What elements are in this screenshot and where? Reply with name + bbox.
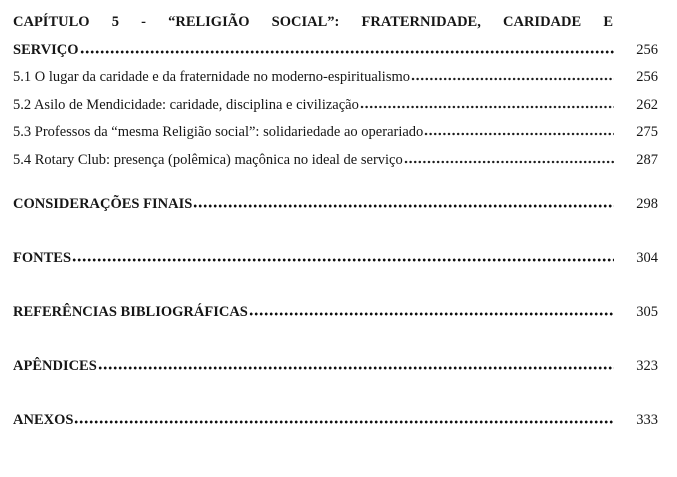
page-number: 256 (636, 41, 658, 58)
dot-leader (193, 204, 614, 208)
dot-leader (80, 50, 614, 54)
dot-leader (98, 366, 614, 370)
page-number: 298 (636, 195, 658, 212)
toc-row-chapter (13, 37, 658, 65)
section-label: FONTES (13, 249, 72, 266)
page-number: 262 (636, 96, 658, 113)
dot-leader (404, 160, 614, 164)
subsection-label: 5.1 O lugar da caridade e da fraternidade no moderno-espiritualismo (13, 69, 410, 85)
section-gap (13, 272, 658, 299)
toc-row-subsection (13, 92, 658, 120)
dot-leader (424, 132, 614, 136)
section-label: CONSIDERAÇÕES FINAIS (13, 195, 193, 212)
toc-row-section (13, 299, 658, 327)
toc-row-section (13, 191, 658, 219)
section-gap (13, 174, 658, 191)
section-label: REFERÊNCIAS BIBLIOGRÁFICAS (13, 303, 248, 320)
toc-row-section (13, 245, 658, 273)
page-number: 305 (636, 303, 658, 320)
subsection-label: 5.2 Asilo de Mendicidade: caridade, disciplina e civilização (13, 96, 359, 113)
page-number: 275 (636, 124, 658, 140)
toc-row-section (13, 407, 658, 435)
page-number: 323 (636, 357, 658, 374)
toc-row-subsection (13, 147, 658, 175)
dot-leader (249, 312, 614, 316)
section-label: APÊNDICES (13, 357, 97, 374)
page-number: 333 (636, 411, 658, 428)
dot-leader (360, 105, 614, 109)
section-label: ANEXOS (13, 411, 74, 428)
section-gap (13, 380, 658, 407)
section-gap (13, 326, 658, 353)
chapter-heading-line2: SERVIÇO (13, 41, 79, 58)
page-number: 256 (636, 69, 658, 85)
page-number: 287 (636, 151, 658, 168)
dot-leader (72, 258, 614, 262)
section-gap (13, 218, 658, 245)
chapter-heading-line1: CAPÍTULO 5 - “RELIGIÃO SOCIAL”: FRATERNIDADE, CARIDADE E (13, 14, 613, 30)
dot-leader (74, 420, 614, 424)
subsection-label: 5.4 Rotary Club: presença (polêmica) maçônica no ideal de serviço (13, 151, 403, 168)
toc-row-subsection (13, 64, 658, 92)
page-number: 304 (636, 249, 658, 266)
toc-row-subsection (13, 119, 658, 147)
dot-leader (411, 77, 614, 81)
subsection-label: 5.3 Professos da “mesma Religião social”: solidariedade ao operariado (13, 124, 424, 140)
toc-row-section (13, 353, 658, 381)
